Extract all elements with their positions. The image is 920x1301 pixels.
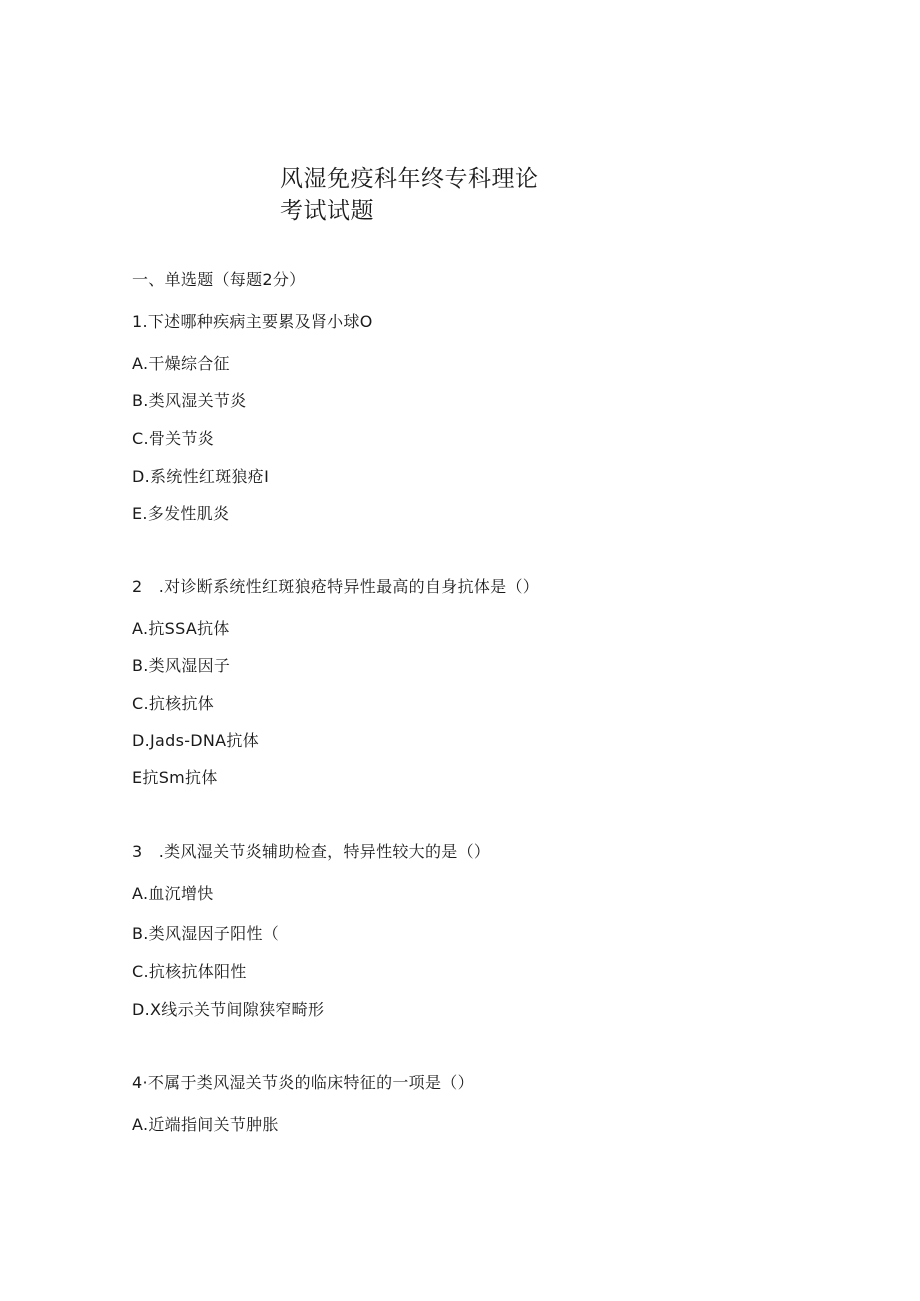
question-2-option-b: B.类风湿因子 (132, 656, 231, 675)
question-1-option-e: E.多发性肌炎 (132, 504, 230, 523)
question-3-option-a: A.血沉增快 (132, 884, 214, 903)
question-1-option-c: C.骨关节炎 (132, 429, 215, 448)
section-heading: 一、单选题（每题2分） (132, 270, 306, 289)
document-title-line-1: 风湿免疫科年终专科理论 (280, 166, 539, 192)
question-3-option-c: C.抗核抗体阳性 (132, 962, 247, 981)
question-2-option-d: D.Jads-DNA抗体 (132, 731, 260, 750)
question-1-stem: 1.下述哪种疾病主要累及肾小球O (132, 312, 373, 331)
question-3-option-b: B.类风湿因子阳性（ (132, 924, 280, 943)
question-1-option-d: D.系统性红斑狼疮I (132, 467, 270, 486)
question-4-stem: 4·不属于类风湿关节炎的临床特征的一项是（） (132, 1073, 474, 1092)
document-title-line-2: 考试试题 (280, 198, 374, 224)
question-1-option-b: B.类风湿关节炎 (132, 391, 247, 410)
question-2-option-c: C.抗核抗体 (132, 694, 215, 713)
question-4-option-a: A.近端指间关节肿胀 (132, 1115, 279, 1134)
question-3-stem: 3 .类风湿关节炎辅助检查，特异性较大的是（） (132, 842, 491, 861)
question-2-option-a: A.抗SSA抗体 (132, 619, 230, 638)
question-2-stem: 2 .对诊断系统性红斑狼疮特异性最高的自身抗体是（） (132, 577, 540, 596)
question-1-option-a: A.干燥综合征 (132, 354, 230, 373)
question-3-option-d: D.X线示关节间隙狭窄畸形 (132, 1000, 325, 1019)
question-2-option-e: E抗Sm抗体 (132, 768, 218, 787)
